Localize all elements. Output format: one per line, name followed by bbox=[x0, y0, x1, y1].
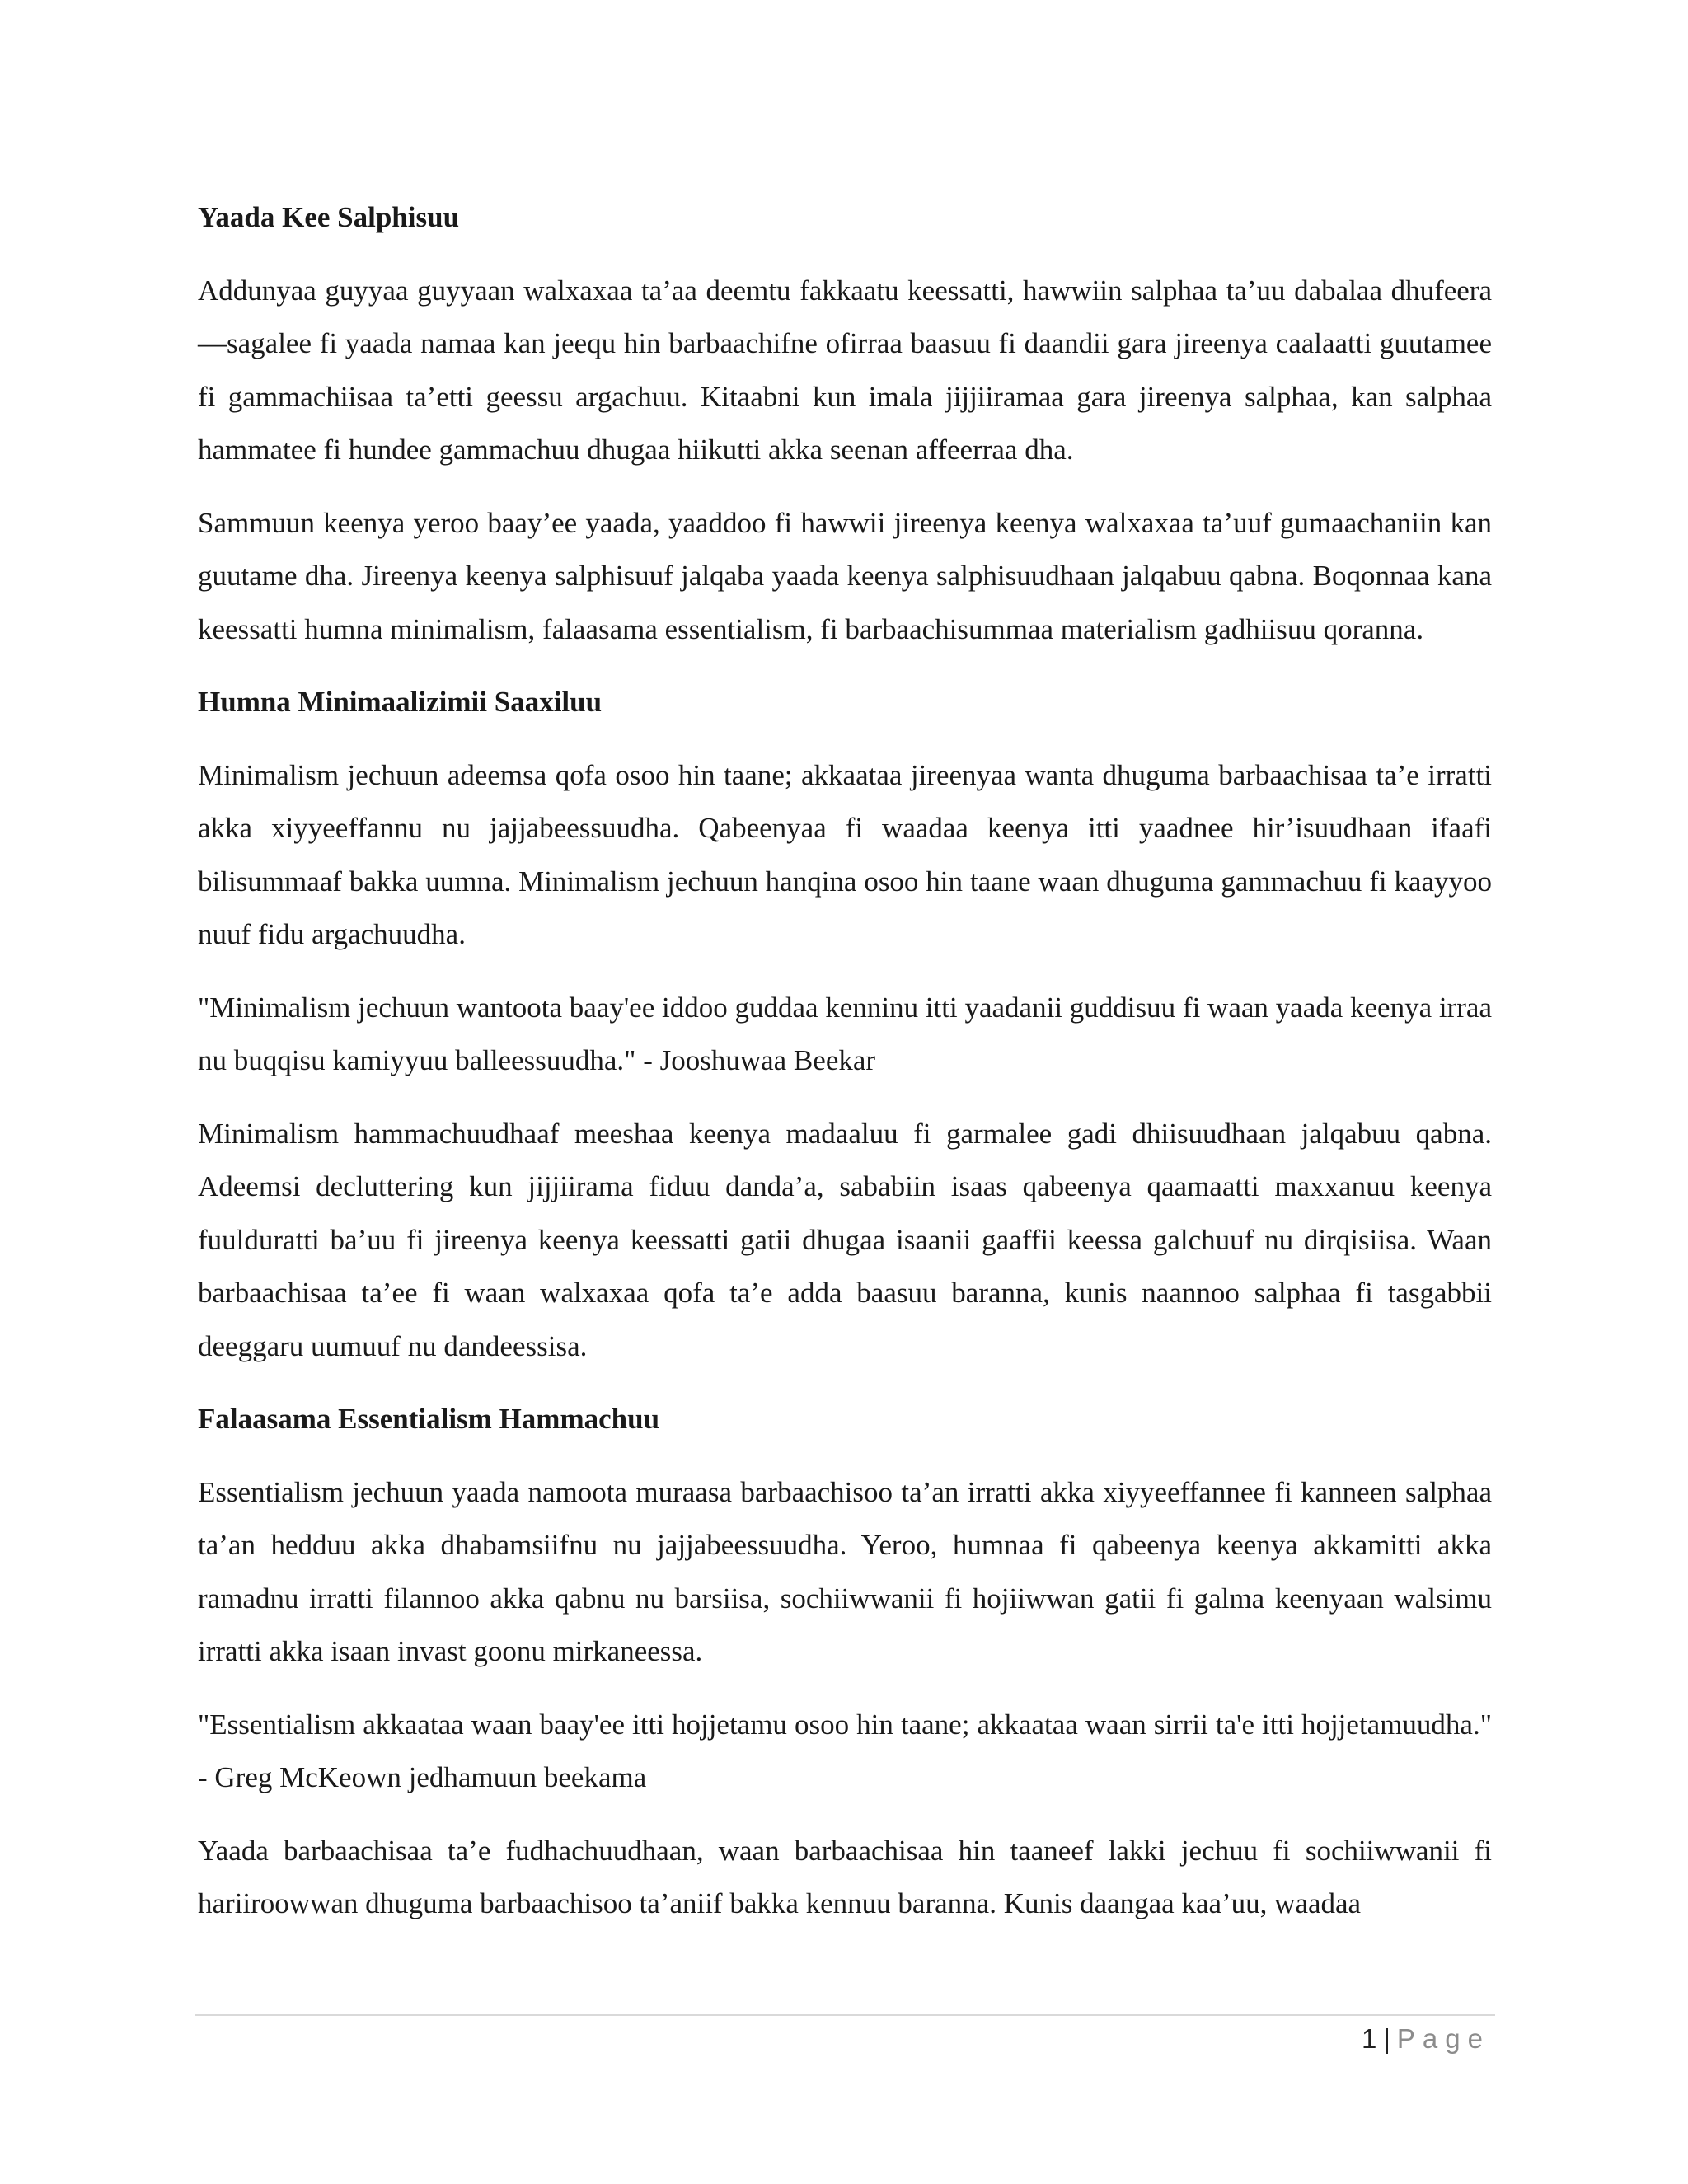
footer-separator: | bbox=[1383, 2023, 1390, 2054]
page-label: Page bbox=[1396, 2023, 1490, 2054]
footer-divider bbox=[195, 2014, 1495, 2016]
section-intro bbox=[198, 191, 1492, 656]
section-heading: Falaasama Essentialism Hammachuu bbox=[198, 1403, 660, 1435]
document-body bbox=[198, 191, 1492, 1951]
section-minimalism bbox=[198, 676, 1492, 1373]
paragraph: Minimalism hammachuudhaaf meeshaa keenya madaaluu fi garmalee gadi dhiisuudhaan jalqabuu qabna. Adeemsi decluttering kun jijjiirama fiduu danda’a, sababiin isaas qabeenya qaamaatti maxxanuu keenya fuulduratti ba’uu fi jireenya keenya keessatti gatii dhugaa isaanii gaaffii keessa galchuuf nu dirqisiisa. Waan barbaachisaa ta’ee fi waan walxaxaa qofa ta’e adda baasuu baranna, kunis naannoo salphaa fi tasgabbii deeggaru uumuuf nu dandeessisa. bbox=[198, 1117, 1492, 1362]
quote-paragraph: "Minimalism jechuun wantoota baay'ee iddoo guddaa kenninu itti yaadanii guddisuu fi waan yaada keenya irraa nu buqqisu kamiyyuu balleessuudha." - Jooshuwaa Beekar bbox=[198, 991, 1492, 1076]
page-number: 1 bbox=[1361, 2023, 1377, 2054]
quote-paragraph: "Essentialism akkaataa waan baay'ee itti hojjetamu osoo hin taane; akkaataa waan sirrii ta'e itti hojjetamuudha." - Greg McKeown jedhamuun beekama bbox=[198, 1708, 1492, 1793]
paragraph: Minimalism jechuun adeemsa qofa osoo hin taane; akkaataa jireenyaa wanta dhuguma barbaachisaa ta’e irratti akka xiyyeeffannu nu jajjabeessuudha. Qabeenyaa fi waadaa keenya itti yaadnee hir’isuudhaan ifaafi bilisummaaf bakka uumna. Minimalism jechuun hanqina osoo hin taane waan dhuguma gammachuu fi kaayyoo nuuf fidu argachuudha. bbox=[198, 758, 1492, 950]
paragraph: Essentialism jechuun yaada namoota muraasa barbaachisoo ta’an irratti akka xiyyeeffannee fi kanneen salphaa ta’an hedduu akka dhabamsiifnu nu jajjabeessuudha. Yeroo, humnaa fi qabeenya keenya akkamitti akka ramadnu irratti filannoo akka qabnu nu barsiisa, sochiiwwanii fi hojiiwwan gatii fi galma keenyaan walsimu irratti akka isaan invast goonu mirkaneessa. bbox=[198, 1475, 1492, 1667]
paragraph: Sammuun keenya yeroo baay’ee yaada, yaaddoo fi hawwii jireenya keenya walxaxaa ta’uuf gumaachaniin kan guutame dha. Jireenya keenya salphisuuf jalqaba yaada keenya salphisuudhaan jalqabuu qabna. Boqonnaa kana keessatti humna minimalism, falaasama essentialism, fi barbaachisummaa materialism gadhiisuu qoranna. bbox=[198, 506, 1492, 645]
section-heading: Humna Minimaalizimii Saaxiluu bbox=[198, 686, 603, 718]
section-heading: Yaada Kee Salphisuu bbox=[198, 201, 460, 233]
paragraph: Addunyaa guyyaa guyyaan walxaxaa ta’aa deemtu fakkaatu keessatti, hawwiin salphaa ta’uu dabalaa dhufeera—sagalee fi yaada namaa kan jeequ hin barbaachifne ofirraa baasuu fi daandii gara jireenya caalaatti guutamee fi gammachiisaa ta’etti geessu argachuu. Kitaabni kun imala jijjiiramaa gara jireenya salphaa, kan salphaa hammatee fi hundee gammachuu dhugaa hiikutti akka seenan affeerraa dha. bbox=[198, 274, 1492, 466]
paragraph: Yaada barbaachisaa ta’e fudhachuudhaan, waan barbaachisaa hin taaneef lakki jechuu fi sochiiwwanii fi hariiroowwan dhuguma barbaachisoo ta’aniif bakka kennuu baranna. Kunis daangaa kaa’uu, waadaa bbox=[198, 1834, 1492, 1919]
section-essentialism bbox=[198, 1393, 1492, 1931]
page-footer bbox=[1362, 2016, 1490, 2062]
